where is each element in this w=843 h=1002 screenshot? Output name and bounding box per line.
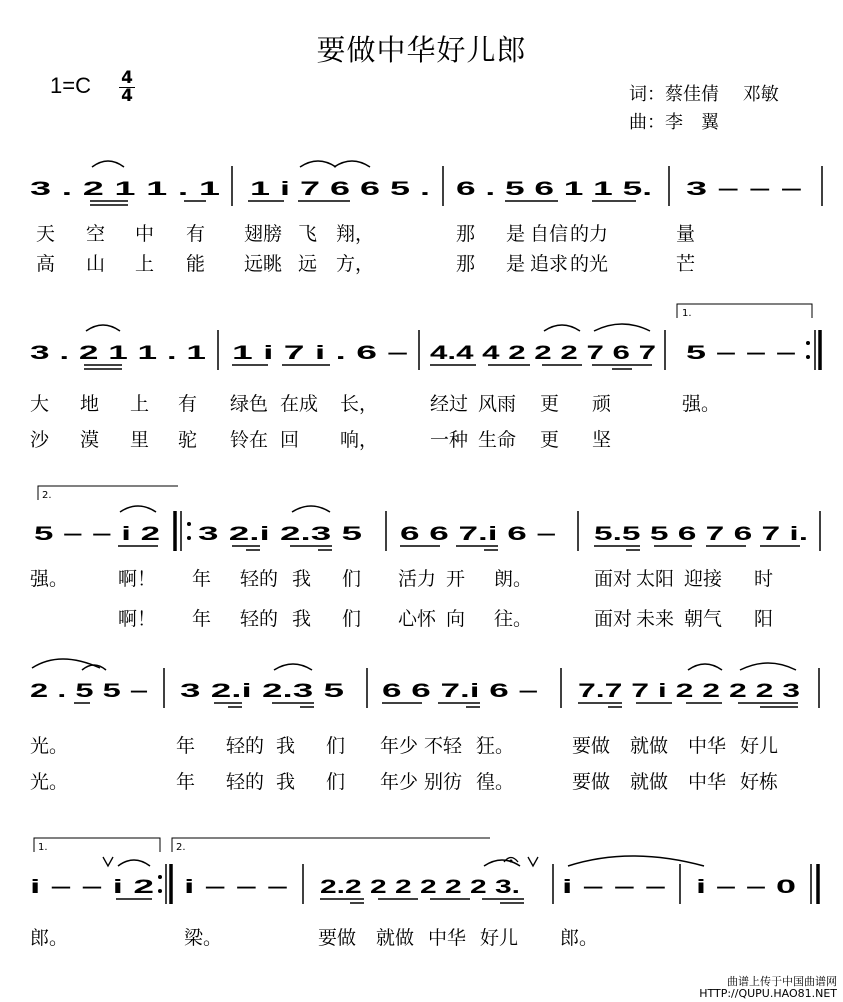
lyric: 中 bbox=[135, 223, 155, 245]
lyric: 年 bbox=[176, 771, 196, 793]
footer-line-2: HTTP://QUPU.HAO81.NET bbox=[699, 987, 837, 1000]
lyric: 心怀 bbox=[398, 608, 437, 630]
row-4-measure-3: 6 6 7.i 6 – bbox=[382, 681, 538, 702]
lyric: 上 bbox=[130, 393, 150, 415]
row-4-measure-1: 2 . 5 5 – bbox=[30, 681, 148, 702]
watermark-footer bbox=[699, 976, 837, 1000]
row-2-measure-3: 4.4 4 2 2 2 7 6 7 bbox=[430, 343, 656, 364]
lyric: 梁。 bbox=[184, 927, 223, 949]
lyric: 翔， bbox=[336, 223, 375, 245]
row-4-lyrics-verse-1 bbox=[30, 735, 778, 757]
row-1-measure-2: 1 i 7 6 6 5 . bbox=[250, 179, 430, 200]
lyric: 们 bbox=[342, 568, 362, 590]
lyric: 响， bbox=[340, 429, 379, 451]
lyric: 年少 bbox=[380, 771, 419, 793]
lyric: 们 bbox=[326, 771, 346, 793]
lyric: 未来 bbox=[636, 608, 675, 630]
lyric: 量 bbox=[676, 223, 696, 245]
lyric: 长， bbox=[340, 393, 379, 415]
time-signature-top: 4 bbox=[121, 68, 133, 88]
lyric: 不轻 bbox=[424, 735, 463, 757]
lyric: 高 bbox=[36, 253, 56, 275]
lyric: 年 bbox=[192, 608, 212, 630]
lyric: 一种 bbox=[430, 429, 469, 451]
lyric: 有 bbox=[178, 393, 198, 415]
row-2-measure-1: 3 . 2 1 1 . 1 bbox=[30, 343, 207, 364]
lyric: 风雨 bbox=[478, 393, 517, 415]
key-signature: 1=C bbox=[50, 73, 91, 98]
lyric: 面对 bbox=[594, 568, 633, 590]
composer-credit: 曲：李 翼 bbox=[629, 112, 719, 133]
footer-line-1: 曲谱上传于中国曲谱网 bbox=[727, 975, 837, 988]
lyric: 自信 bbox=[530, 223, 569, 245]
lyric: 上 bbox=[135, 253, 155, 275]
lyric: 经过 bbox=[430, 393, 469, 415]
lyric: 我 bbox=[276, 771, 296, 793]
lyric: 郎。 bbox=[30, 927, 69, 949]
lyric: 要做 bbox=[572, 735, 611, 757]
row-4-lyrics-verse-2 bbox=[30, 771, 779, 793]
lyric: 啊！ bbox=[118, 568, 157, 590]
lyric: 们 bbox=[342, 608, 362, 630]
lyric: 啊！ bbox=[118, 608, 157, 630]
row-1-measure-3: 6 . 5 6 1 1 5. bbox=[456, 179, 652, 200]
lyric: 的力 bbox=[570, 223, 609, 245]
lyric: 在成 bbox=[280, 393, 319, 415]
lyric: 空 bbox=[86, 223, 106, 245]
lyric: 太阳 bbox=[636, 568, 675, 590]
lyric: 朝气 bbox=[684, 608, 723, 630]
lyric: 更 bbox=[540, 393, 560, 415]
lyric: 好栋 bbox=[740, 771, 779, 793]
lyric: 沙 bbox=[30, 429, 50, 451]
lyric: 是 bbox=[506, 253, 526, 275]
volta-1-label: 1. bbox=[38, 842, 48, 853]
lyric: 时 bbox=[754, 568, 774, 590]
lyric: 轻的 bbox=[226, 735, 265, 757]
lyric: 要做 bbox=[318, 927, 357, 949]
row-3-lyrics-verse-1 bbox=[30, 568, 773, 590]
score-row-1 bbox=[30, 161, 822, 275]
lyric: 有 bbox=[186, 223, 206, 245]
row-3-measure-2: 3 2.i 2.3 5 bbox=[198, 524, 363, 545]
lyric: 回 bbox=[280, 429, 300, 451]
row-4-measure-2: 3 2.i 2.3 5 bbox=[180, 681, 345, 702]
lyric: 天 bbox=[36, 223, 56, 245]
lyric: 那 bbox=[456, 223, 476, 245]
volta-2-label: 2. bbox=[42, 490, 52, 501]
lyric: 远眺 bbox=[244, 253, 283, 275]
lyric: 更 bbox=[540, 429, 560, 451]
time-signature-bottom: 4 bbox=[121, 86, 133, 106]
lyric: 强。 bbox=[682, 393, 721, 415]
lyric: 轻的 bbox=[240, 568, 279, 590]
lyric: 中华 bbox=[688, 771, 727, 793]
row-5-measure-4: i – – – bbox=[562, 877, 666, 898]
lyric: 就做 bbox=[630, 735, 669, 757]
lyric: 我 bbox=[276, 735, 296, 757]
row-3-measure-3: 6 6 7.i 6 – bbox=[400, 524, 556, 545]
score-row-5 bbox=[30, 838, 818, 949]
lyric: 轻的 bbox=[226, 771, 265, 793]
lyric: 好儿 bbox=[480, 927, 519, 949]
lyric: 郎。 bbox=[560, 927, 599, 949]
lyric: 生命 bbox=[478, 429, 517, 451]
lyric: 轻的 bbox=[240, 608, 279, 630]
row-2-lyrics-verse-2 bbox=[30, 429, 611, 451]
lyric: 向 bbox=[446, 608, 466, 630]
volta-2-label: 2. bbox=[176, 842, 186, 853]
lyric: 中华 bbox=[688, 735, 727, 757]
lyric: 开 bbox=[446, 568, 466, 590]
row-3-lyrics-verse-2 bbox=[118, 608, 773, 630]
lyric: 年 bbox=[176, 735, 196, 757]
row-1-measure-4: 3 – – – bbox=[686, 179, 802, 200]
lyric: 芒 bbox=[676, 253, 696, 275]
row-3-measure-1: 5 – – i 2 bbox=[34, 524, 160, 545]
score-row-2 bbox=[30, 304, 820, 451]
lyric: 是 bbox=[506, 223, 526, 245]
score-row-4 bbox=[30, 659, 819, 793]
lyric: 追求 bbox=[530, 253, 569, 275]
lyric: 那 bbox=[456, 253, 476, 275]
row-1-lyrics-verse-1 bbox=[36, 223, 695, 245]
lyric: 地 bbox=[80, 393, 100, 415]
lyric: 迎接 bbox=[684, 568, 723, 590]
row-5-measure-2: i – – – bbox=[184, 877, 288, 898]
lyric: 朗。 bbox=[494, 568, 533, 590]
lyric: 就做 bbox=[376, 927, 415, 949]
lyric: 驼 bbox=[178, 429, 198, 451]
lyric: 能 bbox=[186, 253, 206, 275]
lyric: 绿色 bbox=[230, 393, 269, 415]
lyric: 阳 bbox=[754, 608, 774, 630]
row-5-measure-1: i – – i 2 bbox=[30, 877, 154, 898]
score-row-3 bbox=[30, 486, 820, 630]
lyric: 山 bbox=[86, 253, 106, 275]
lyric: 漠 bbox=[80, 429, 100, 451]
song-title: 要做中华好儿郎 bbox=[316, 33, 527, 67]
lyric: 翅膀 bbox=[244, 223, 283, 245]
lyric: 坚 bbox=[592, 429, 612, 451]
lyric: 顽 bbox=[592, 393, 612, 415]
lyric: 往。 bbox=[494, 608, 533, 630]
lyric: 活力 bbox=[398, 568, 437, 590]
row-3-measure-4: 5.5 5 6 7 6 7 i. bbox=[594, 524, 808, 545]
lyric: 们 bbox=[326, 735, 346, 757]
lyric: 的光 bbox=[570, 253, 609, 275]
lyricist-credit: 词：蔡佳倩 邓敏 bbox=[629, 84, 779, 105]
lyric: 远 bbox=[298, 253, 318, 275]
lyric: 徨。 bbox=[476, 771, 515, 793]
lyric: 别彷 bbox=[424, 771, 463, 793]
lyric: 要做 bbox=[572, 771, 611, 793]
row-2-measure-2: 1 i 7 i . 6 – bbox=[232, 343, 408, 364]
row-5-measure-3: 2.2 2 2 2 2 2 3. bbox=[320, 877, 520, 898]
lyric: 里 bbox=[130, 429, 150, 451]
lyric: 强。 bbox=[30, 568, 69, 590]
lyric: 飞 bbox=[298, 223, 318, 245]
lyric: 中华 bbox=[428, 927, 467, 949]
lyric: 狂。 bbox=[476, 735, 515, 757]
lyric: 好儿 bbox=[740, 735, 779, 757]
row-1-measure-1: 3 . 2 1 1 . 1 bbox=[30, 179, 221, 200]
lyric: 光。 bbox=[30, 771, 69, 793]
row-5-lyrics bbox=[30, 927, 598, 949]
lyric: 我 bbox=[292, 608, 312, 630]
row-1-lyrics-verse-2 bbox=[36, 252, 695, 275]
row-4-measure-4: 7.7 7 i 2 2 2 2 3 bbox=[578, 681, 800, 702]
row-5-measure-5: i – – 0 bbox=[696, 877, 796, 898]
lyric: 年少 bbox=[380, 735, 419, 757]
lyric: 面对 bbox=[594, 608, 633, 630]
lyric: 年 bbox=[192, 568, 212, 590]
volta-1-label: 1. bbox=[682, 308, 692, 319]
lyric: 光。 bbox=[30, 735, 69, 757]
lyric: 大 bbox=[30, 393, 50, 415]
row-2-measure-4: 5 – – – bbox=[686, 343, 796, 364]
lyric: 我 bbox=[292, 568, 312, 590]
lyric: 方， bbox=[336, 253, 375, 275]
lyric: 铃在 bbox=[230, 429, 269, 451]
lyric: 就做 bbox=[630, 771, 669, 793]
row-2-lyrics-verse-1 bbox=[30, 393, 720, 415]
